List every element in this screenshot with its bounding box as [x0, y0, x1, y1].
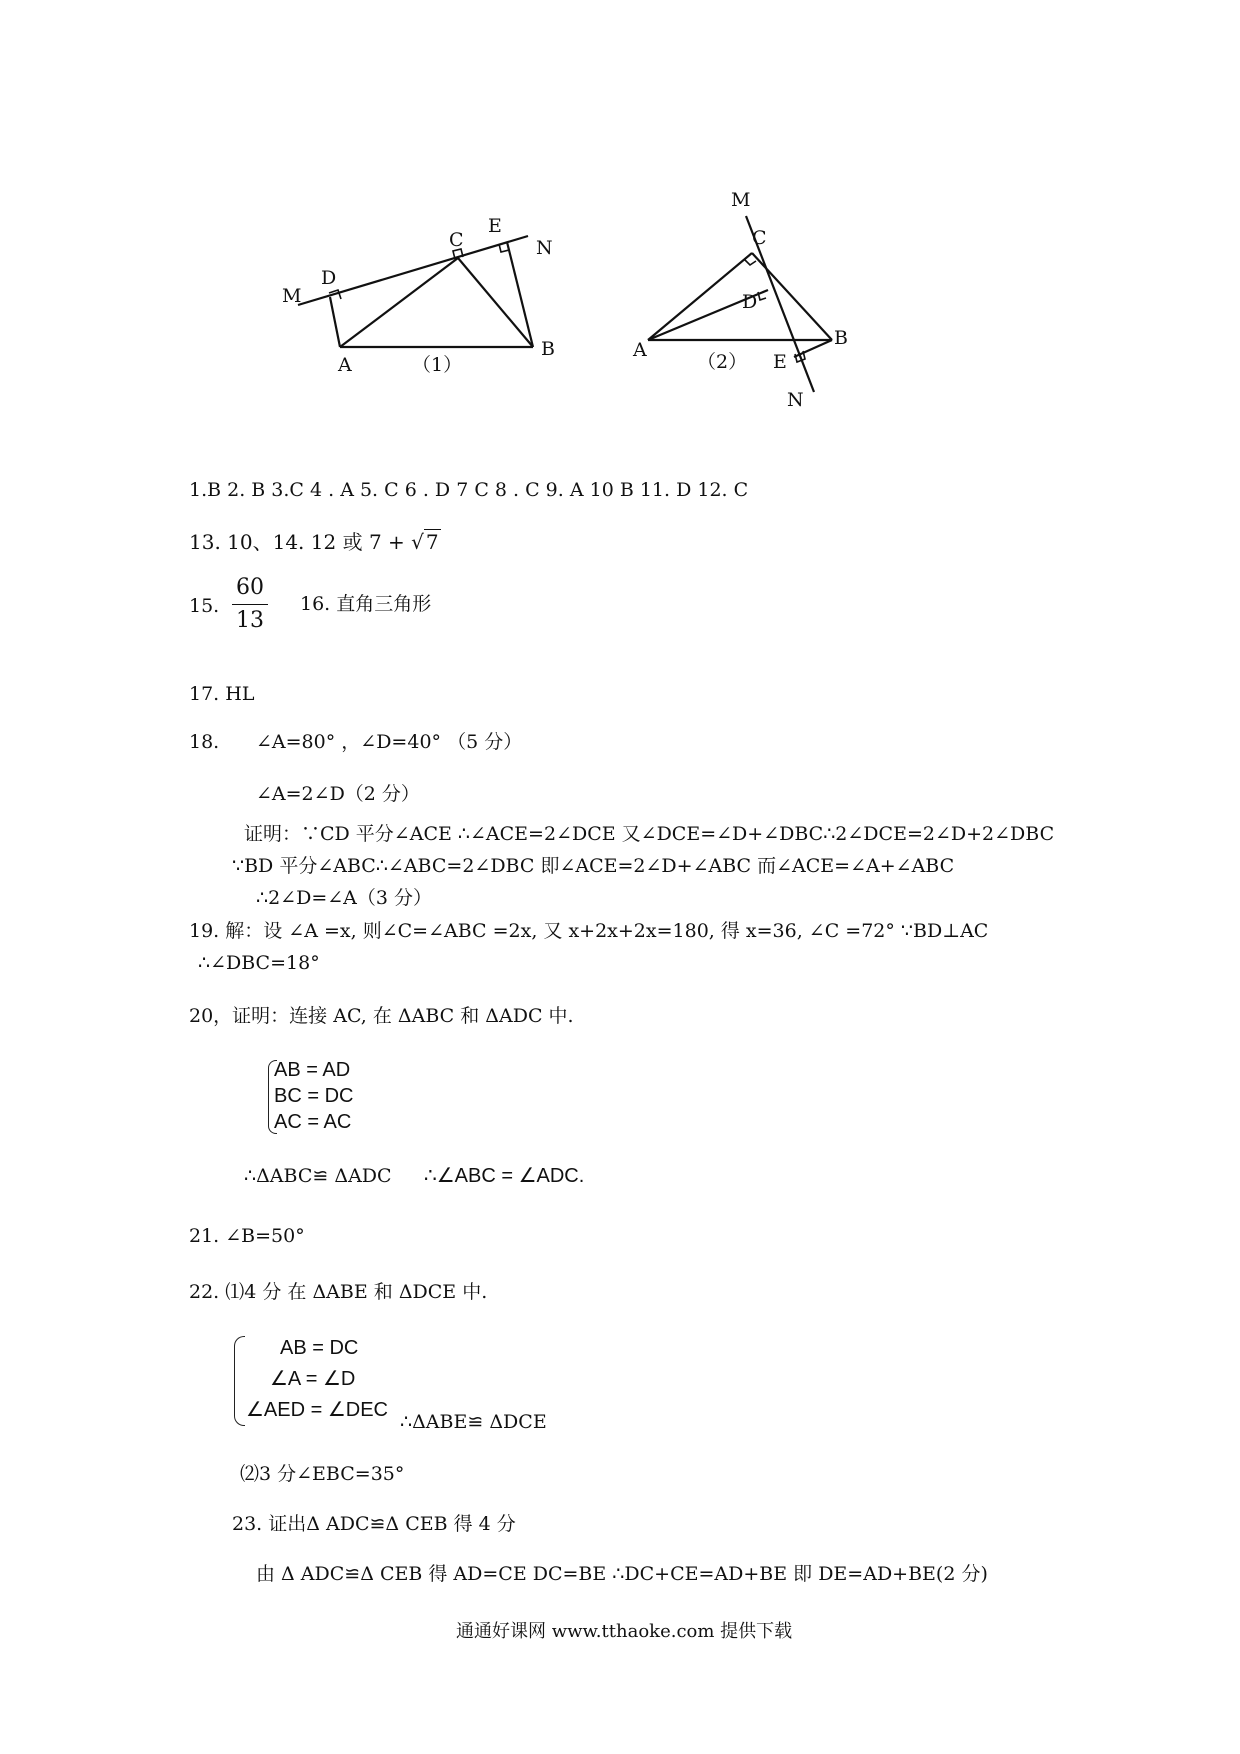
- answer-23-line-a: 23. 证出Δ ADC≌Δ CEB 得 4 分: [232, 1513, 516, 1535]
- answers-1-12: 1.B 2. B 3.C 4 . A 5. C 6 . D 7 C 8 . C 9. A 10 B 11. D 12. C: [189, 479, 749, 501]
- sqrt-7: √ 7: [411, 530, 439, 554]
- answer-18-line-b: ∠A=2∠D（2 分）: [256, 783, 420, 805]
- geometry-figures: [0, 0, 1240, 440]
- answer-23-line-b: 由 Δ ADC≌Δ CEB 得 AD=CE DC=BE ∴DC+CE=AD+BE 即 DE=AD+BE(2 分): [256, 1563, 988, 1585]
- answer-20-eq-1: AB = AD: [274, 1059, 351, 1081]
- fig1-label-A: A: [338, 354, 352, 376]
- answer-22-intro: 22. ⑴4 分 在 ΔABE 和 ΔDCE 中.: [189, 1281, 488, 1303]
- answer-22-eq-2: ∠A = ∠D: [270, 1368, 356, 1390]
- fig1-label-B: B: [541, 338, 555, 360]
- fig1-label-E: E: [488, 215, 502, 237]
- answer-22-brace: [234, 1336, 245, 1426]
- answer-15-fraction: [232, 574, 268, 635]
- fig2-caption: （2）: [697, 351, 748, 373]
- answer-19-line-a: 19. 解：设 ∠A =x, 则∠C=∠ABC =2x, 又 x+2x+2x=180, 得 x=36, ∠C =72° ∵BD⊥AC: [189, 920, 989, 942]
- answer-15-label: 15.: [189, 595, 220, 617]
- sqrt-radicand: 7: [425, 530, 439, 554]
- answer-20-conclusion-2: ∴∠ABC = ∠ADC.: [424, 1165, 585, 1187]
- answer-22-eq-3: ∠AED = ∠DEC: [246, 1399, 389, 1421]
- fraction-bar: [232, 604, 268, 605]
- answer-18-proof-1: 证明：∵CD 平分∠ACE ∴∠ACE=2∠DCE 又∠DCE=∠D+∠DBC∴2∠DCE=2∠D+2∠DBC: [244, 823, 1055, 845]
- answer-18-line-a: ∠A=80° ，∠D=40° （5 分）: [256, 731, 523, 753]
- fig1-caption: （1）: [412, 354, 463, 376]
- page-footer: 通通好课网 www.tthaoke.com 提供下载: [456, 1621, 793, 1642]
- answer-20-intro: 20，证明：连接 AC, 在 ΔABC 和 ΔADC 中.: [189, 1005, 574, 1027]
- answer-19-line-b: ∴∠DBC=18°: [198, 952, 320, 974]
- fig1-label-D: D: [321, 267, 337, 289]
- fig1-label-C: C: [449, 229, 464, 251]
- answer-20-conclusion-1: ∴ΔABC≌ ΔADC: [244, 1165, 392, 1187]
- answer-13-14-text: 13. 10、14. 12 或 7 +: [189, 530, 405, 554]
- fig1-label-M: M: [282, 285, 302, 307]
- answers-13-14: [189, 530, 441, 554]
- fig2-label-N: N: [787, 389, 804, 411]
- fig2-label-D: D: [742, 291, 758, 313]
- fig2-label-E: E: [773, 351, 787, 373]
- answer-22-conclusion: ∴ΔABE≌ ΔDCE: [400, 1411, 547, 1433]
- answer-22-part-2: ⑵3 分∠EBC=35°: [240, 1463, 405, 1485]
- answer-18-proof-2: ∵BD 平分∠ABC∴∠ABC=2∠DBC 即∠ACE=2∠D+∠ABC 而∠ACE=∠A+∠ABC: [232, 855, 955, 877]
- answer-20-eq-2: BC = DC: [274, 1085, 354, 1107]
- fraction-denominator: 13: [236, 608, 264, 633]
- answer-16: 16. 直角三角形: [300, 593, 432, 615]
- fraction-numerator: 60: [236, 575, 264, 600]
- answer-22-eq-1: AB = DC: [280, 1337, 359, 1359]
- answer-18-label: 18.: [189, 731, 220, 753]
- fig1-label-N: N: [536, 237, 553, 259]
- fig2-label-C: C: [752, 227, 767, 249]
- fig2-label-A: A: [633, 339, 647, 361]
- fig2-label-M: M: [731, 189, 751, 211]
- answer-21: 21. ∠B=50°: [189, 1225, 305, 1247]
- answer-17: 17. HL: [189, 683, 255, 705]
- answer-20-eq-3: AC = AC: [274, 1111, 352, 1133]
- fig2-label-B: B: [834, 327, 848, 349]
- figure-1: [298, 236, 533, 347]
- answer-18-proof-3: ∴2∠D=∠A（3 分）: [256, 887, 433, 909]
